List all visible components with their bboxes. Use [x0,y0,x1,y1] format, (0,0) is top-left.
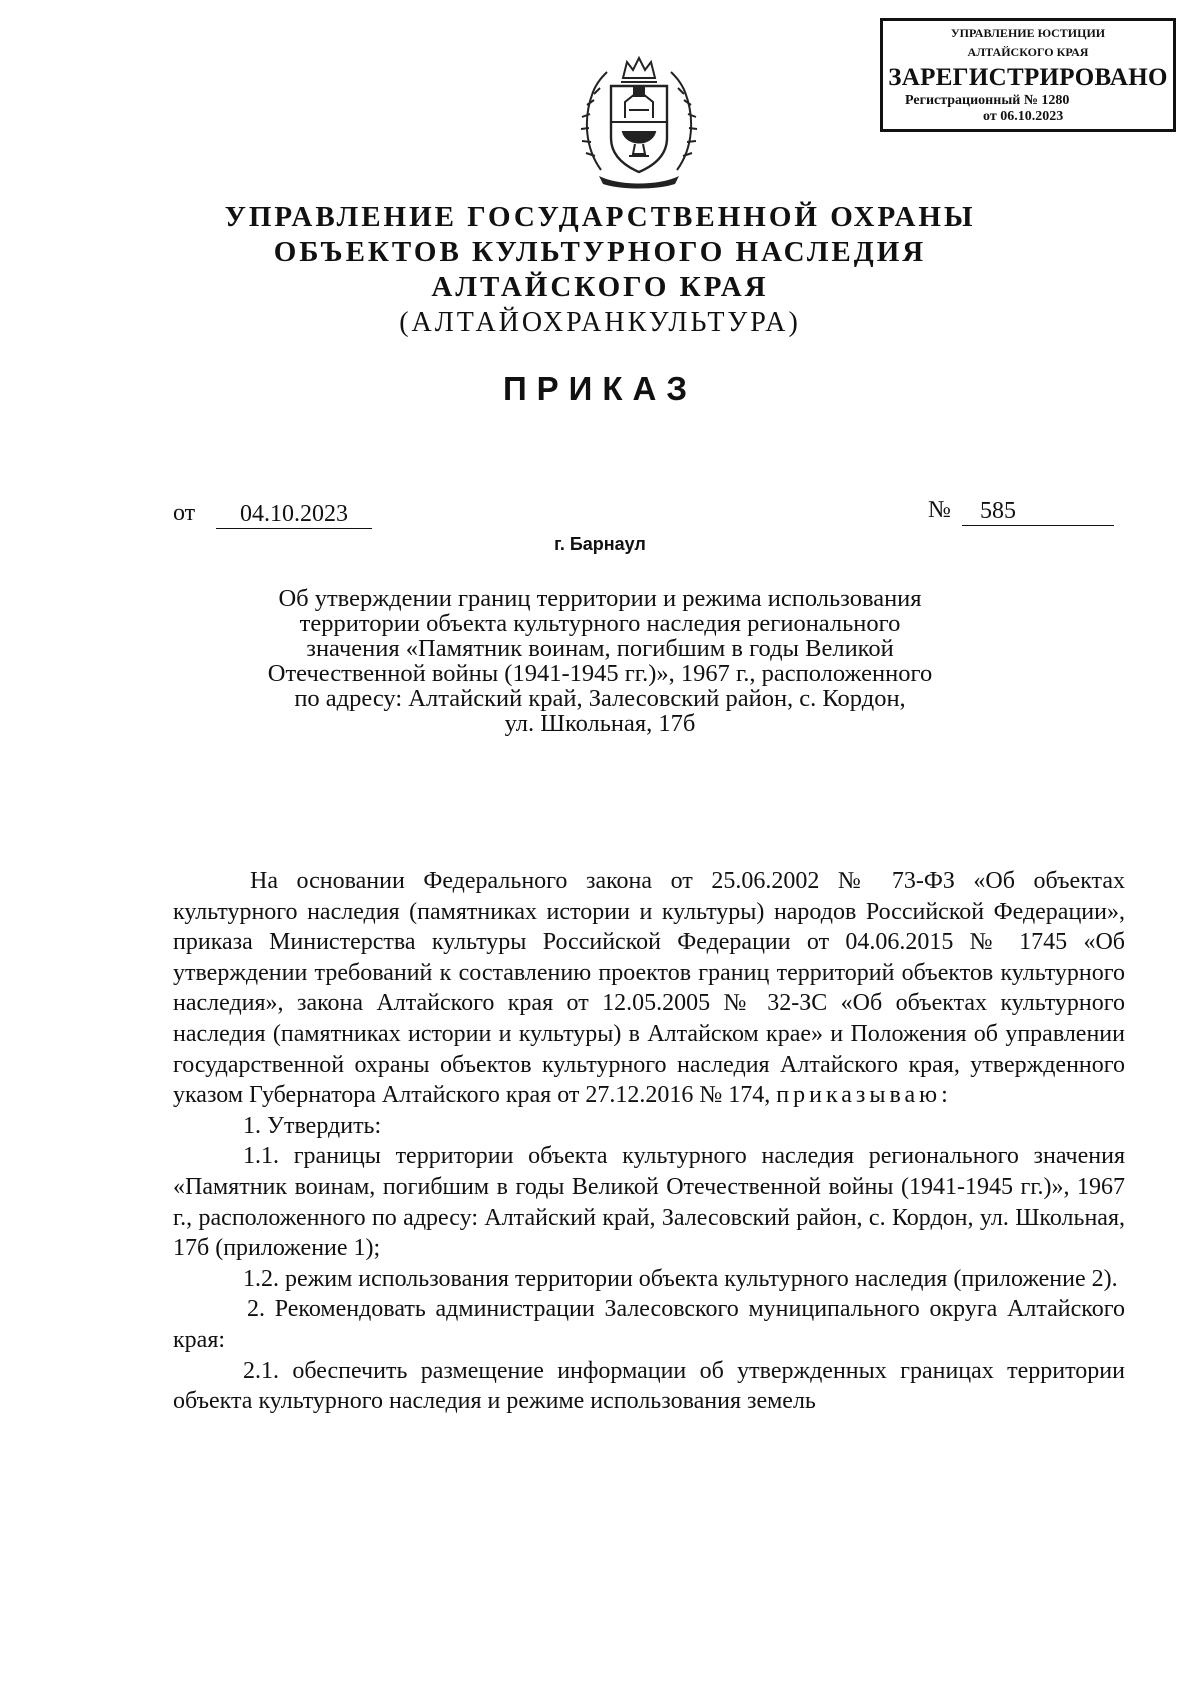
item-2: 2. Рекомендовать администрации Залесовского муниципального округа Алтайского края: [173,1296,1125,1353]
document-subject [150,586,1050,736]
organization-title-line-3: АЛТАЙСКОГО КРАЯ [431,271,769,303]
document-body [173,866,1125,1417]
stamp-reg-number: Регистрационный № 1280 [905,93,1070,108]
subject-line-5: по адресу: Алтайский край, Залесовский район, с. Кордон, [294,685,906,712]
stamp-org-line-1: УПРАВЛЕНИЕ ЮСТИЦИИ [950,26,1106,40]
subject-line-3: значения «Памятник воинам, погибшим в годы Великой [306,635,894,662]
item-2-1: 2.1. обеспечить размещение информации об утвержденных границах территории объекта культурного наследия и режиме использования земель [173,1357,1125,1415]
organization-short-name: (АЛТАЙОХРАНКУЛЬТУРА) [399,307,801,338]
stamp-status: ЗАРЕГИСТРИРОВАНО [888,64,1168,91]
organization-title-line-2: ОБЪЕКТОВ КУЛЬТУРНОГО НАСЛЕДИЯ [273,236,927,268]
preamble-text: На основании Федерального закона от 25.06.2002 № 73-ФЗ «Об объектах культурного наследия (памятниках истории и культуры) народов Российской Федерации», приказа Министерства культуры Российской Федерации от 04.06.2015 № 1745 «Об утверждении требований к составлению проектов границ территорий объектов культурного наследия», закона Алтайского края от 12.05.2005 № 32-ЗС «Об объектах культурного наследия (памятниках истории и культуры) в Алтайском крае» и Положения об управлении государственной охраны объектов культурного наследия Алтайского края, утвержденного указом Губернатора Алтайского края от 27.12.2016 № 174, [173,868,1125,1109]
item-1: 1. Утвердить: [243,1112,382,1139]
number-prefix: № [928,497,951,523]
order-word: приказываю: [776,1082,952,1109]
document-date: 04.10.2023 [216,500,372,529]
subject-line-4: Отечественной войны (1941-1945 гг.)», 1967 г., расположенного [267,660,933,687]
organization-title-line-1: УПРАВЛЕНИЕ ГОСУДАРСТВЕННОЙ ОХРАНЫ [224,201,976,233]
subject-line-2: территории объекта культурного наследия регионального [299,610,901,637]
date-prefix: от [173,500,196,526]
subject-line-1: Об утверждении границ территории и режима использования [278,585,922,612]
stamp-org-line-2: АЛТАЙСКОГО КРАЯ [967,45,1089,59]
item-1-2: 1.2. режим использования территории объекта культурного наследия (приложение 2). [243,1265,1118,1292]
subject-line-6: ул. Школьная, 17б [504,710,696,737]
preamble-paragraph [173,866,1125,1111]
organization-title [150,200,1050,305]
document-number: 585 [962,497,1114,526]
coat-of-arms-icon [579,52,699,190]
registration-stamp [880,18,1176,132]
item-1-1: 1.1. границы территории объекта культурного наследия регионального значения «Памятник воинам, погибшим в годы Великой Отечественной войны (1941-1945 гг.)», 1967 г., расположенного по адресу: Алтайский край, Залесовский район, с. Кордон, ул. Школьная, 17б (приложение 1); [173,1143,1125,1262]
document-type: ПРИКАЗ [502,370,698,407]
stamp-reg-date: от 06.10.2023 [983,109,1064,124]
document-city: г. Барнаул [554,534,646,554]
